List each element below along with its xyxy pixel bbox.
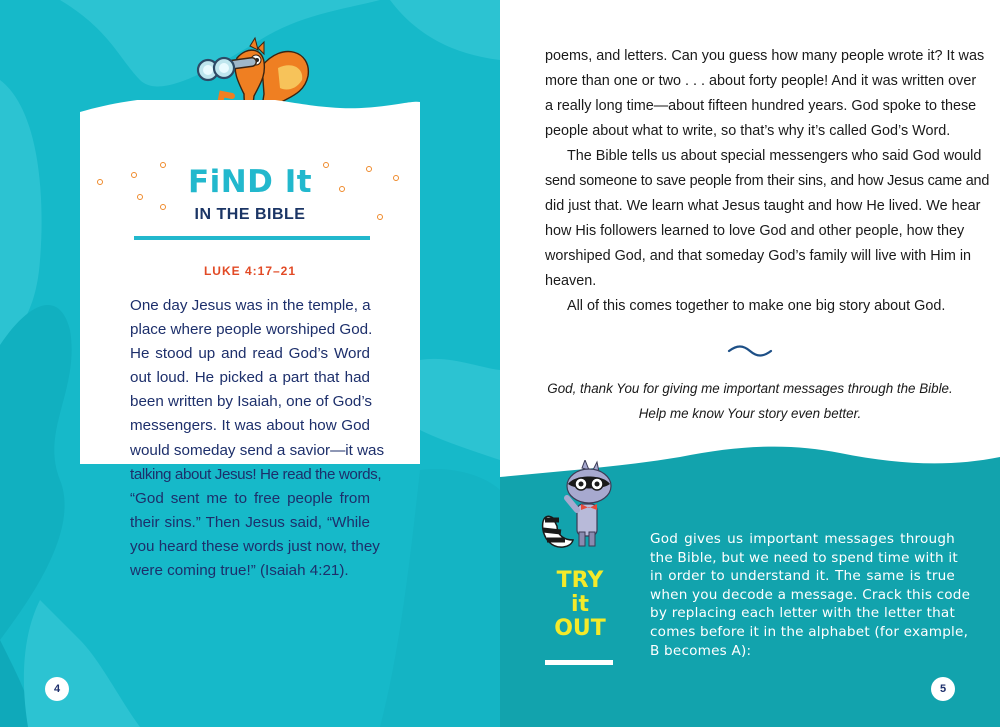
- text-line: heaven.: [545, 273, 597, 289]
- try-label-line: it: [570, 592, 590, 617]
- text-line: did just that. We learn what Jesus taught and how He lived. We hear: [545, 198, 981, 214]
- text-line: poems, and letters. Can you guess how many people wrote it? It was: [545, 48, 985, 64]
- text-line: people about what to write, so that’s why it’s called God’s Word.: [545, 123, 951, 139]
- try-it-out-label: [545, 570, 615, 640]
- messengers-paragraph: [545, 144, 990, 294]
- prayer-line: Help me know Your story even better.: [638, 406, 862, 421]
- title-underline: [134, 236, 370, 240]
- text-line: a really long time—about fifteen hundred years. God spoke to these: [545, 98, 977, 114]
- story-text: [130, 294, 385, 583]
- story-line: out loud. He picked a part that had: [130, 369, 370, 387]
- story-line: messengers. It was about how God: [130, 417, 370, 435]
- try-it-out-underline: [545, 660, 613, 665]
- wave-divider-icon: [727, 345, 773, 357]
- text-line: The Bible tells us about special messengers who said God would: [567, 148, 982, 164]
- summary-paragraph: [545, 294, 955, 319]
- instruction-line: by replacing each letter with the letter that: [650, 605, 955, 622]
- story-line: One day Jesus was in the temple, a: [130, 297, 371, 314]
- feature-subtitle: IN THE BIBLE: [194, 206, 306, 223]
- instruction-line: God gives us important messages through: [650, 531, 955, 547]
- text-line: worshiped God, and that someday God’s family will live with Him in: [545, 248, 972, 264]
- text-line: how His followers learned to love God and other people, how they: [545, 223, 965, 239]
- story-line: “God sent me to free people from: [130, 489, 370, 507]
- prayer-line: God, thank You for giving me important messages through the Bible.: [547, 381, 953, 396]
- instruction-line: in order to understand it. The same is true: [650, 568, 955, 585]
- story-line: talking about Jesus! He read the words,: [130, 465, 382, 483]
- try-label-line: TRY: [556, 568, 604, 593]
- page-number-left: 4: [45, 677, 69, 701]
- raccoon-mascot-icon: [535, 460, 625, 550]
- instruction-line: the Bible, but we need to spend time with it: [650, 549, 958, 566]
- text-line: All of this comes together to make one big story about God.: [567, 298, 946, 314]
- story-line: their sins.” Then Jesus said, “While: [130, 513, 370, 531]
- instruction-line: comes before it in the alphabet (for example,: [650, 623, 969, 640]
- story-line: place where people worshiped God.: [130, 321, 373, 339]
- story-line: were coming true!” (Isaiah 4:21).: [130, 562, 349, 580]
- text-line: send someone to save people from their sins, and how Jesus came and: [545, 173, 990, 189]
- story-line: you heard these words just now, they: [130, 537, 380, 555]
- story-line: He stood up and read God’s Word: [130, 345, 370, 363]
- story-line: would someday send a savior—it was: [130, 441, 385, 459]
- instruction-line: when you decode a message. Crack this code: [650, 586, 971, 603]
- try-it-out-instructions: [650, 530, 971, 660]
- instruction-line: B becomes A):: [650, 642, 752, 659]
- try-label-line: OUT: [554, 616, 606, 641]
- intro-paragraph: [545, 44, 985, 144]
- page-number-right: 5: [931, 677, 955, 701]
- feature-title: FiND It: [187, 164, 313, 200]
- text-line: more than one or two . . . about forty people! And it was written over: [545, 73, 977, 89]
- scripture-reference: LUKE 4:17–21: [203, 264, 297, 278]
- prayer-text: [530, 376, 970, 426]
- story-line: been written by Isaiah, one of God’s: [130, 393, 373, 411]
